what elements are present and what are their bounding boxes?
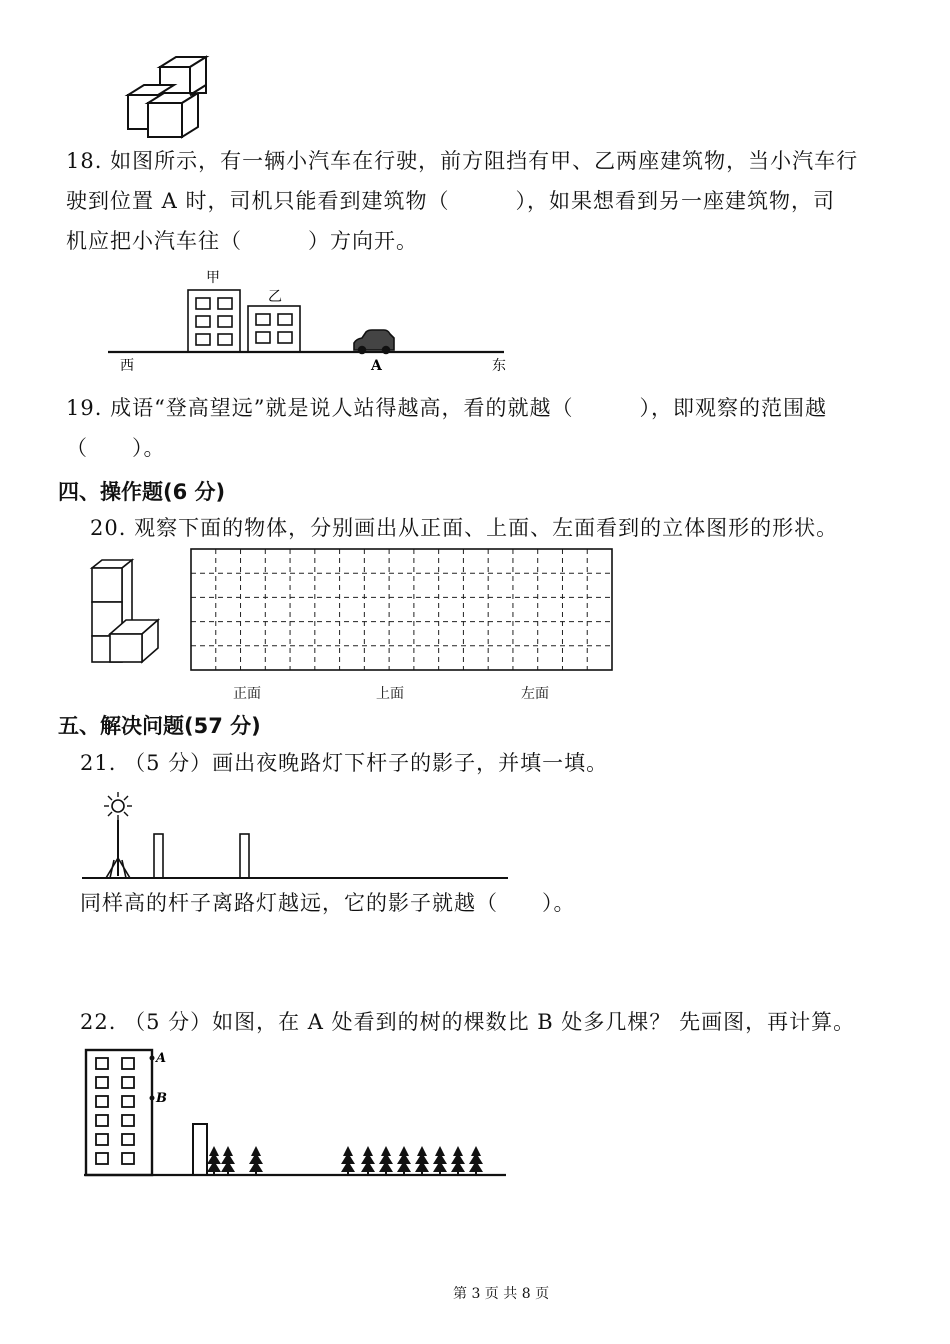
q22-text: 22. （5 分）如图，在 A 处看到的树的棵数比 B 处多几棵？ 先画图，再计算。 (80, 1010, 856, 1034)
tree-icon (341, 1146, 355, 1174)
building-jia-label: 甲 (206, 270, 220, 286)
cube-stack-figure (118, 55, 238, 155)
east-label: 东 (492, 358, 506, 374)
tree-icon (469, 1146, 483, 1174)
q20-text: 20. 观察下面的物体，分别画出从正面、上面、左面看到的立体图形的形状。 (90, 516, 839, 540)
building-window (96, 1115, 108, 1126)
q21-streetlight-figure (78, 788, 518, 888)
q18-line-2: 驶到位置 A 时，司机只能看到建筑物（ ），如果想看到另一座建筑物，司 (66, 189, 836, 213)
top-view-label: 上面 (376, 686, 404, 702)
left-view-label: 左面 (521, 686, 549, 702)
building-window (122, 1134, 134, 1145)
q18-line-1: 18. 如图所示，有一辆小汽车在行驶，前方阻挡有甲、乙两座建筑物，当小汽车行 (66, 149, 859, 173)
q20-drawing-grid (190, 548, 614, 672)
tree-icon (415, 1146, 429, 1174)
building-window (122, 1096, 134, 1107)
q21-text: 21. （5 分）画出夜晚路灯下杆子的影子，并填一填。 (80, 751, 609, 775)
west-label: 西 (120, 358, 134, 374)
building-window (96, 1153, 108, 1164)
point-a-label: A (156, 1051, 167, 1066)
section-4-title: 四、操作题(6 分) (58, 480, 226, 504)
building-window (96, 1096, 108, 1107)
tree-icon (379, 1146, 393, 1174)
building-window (96, 1058, 108, 1069)
tree-icon (361, 1146, 375, 1174)
tree-icon (451, 1146, 465, 1174)
q18-line-3: 机应把小汽车往（ ）方向开。 (66, 229, 418, 253)
building-window (122, 1115, 134, 1126)
q19-line-2: （ ）。 (66, 436, 166, 460)
building-window (122, 1077, 134, 1088)
q19-line-1: 19. 成语“登高望远”就是说人站得越高，看的就越（ ），即观察的范围越 (66, 396, 828, 420)
tree-icon (433, 1146, 447, 1174)
tree-icon (397, 1146, 411, 1174)
tree-icon (207, 1146, 221, 1174)
page-number: 第 3 页 共 8 页 (453, 1286, 550, 1302)
point-b-label: B (156, 1091, 167, 1106)
section-5-title: 五、解决问题(57 分) (58, 714, 261, 738)
building-window (96, 1134, 108, 1145)
q20-cube-object (86, 556, 176, 676)
tree-icon (221, 1146, 235, 1174)
building-yi-label: 乙 (268, 289, 282, 305)
building-window (96, 1077, 108, 1088)
building-window (122, 1153, 134, 1164)
building-window (122, 1058, 134, 1069)
front-view-label: 正面 (233, 686, 261, 702)
q18-buildings-figure (100, 266, 520, 376)
q21-answer-line: 同样高的杆子离路灯越远，它的影子就越（ ）。 (80, 891, 576, 915)
position-a-label: A (371, 358, 382, 374)
q22-building-trees-figure (80, 1046, 520, 1186)
tree-icon (249, 1146, 263, 1174)
